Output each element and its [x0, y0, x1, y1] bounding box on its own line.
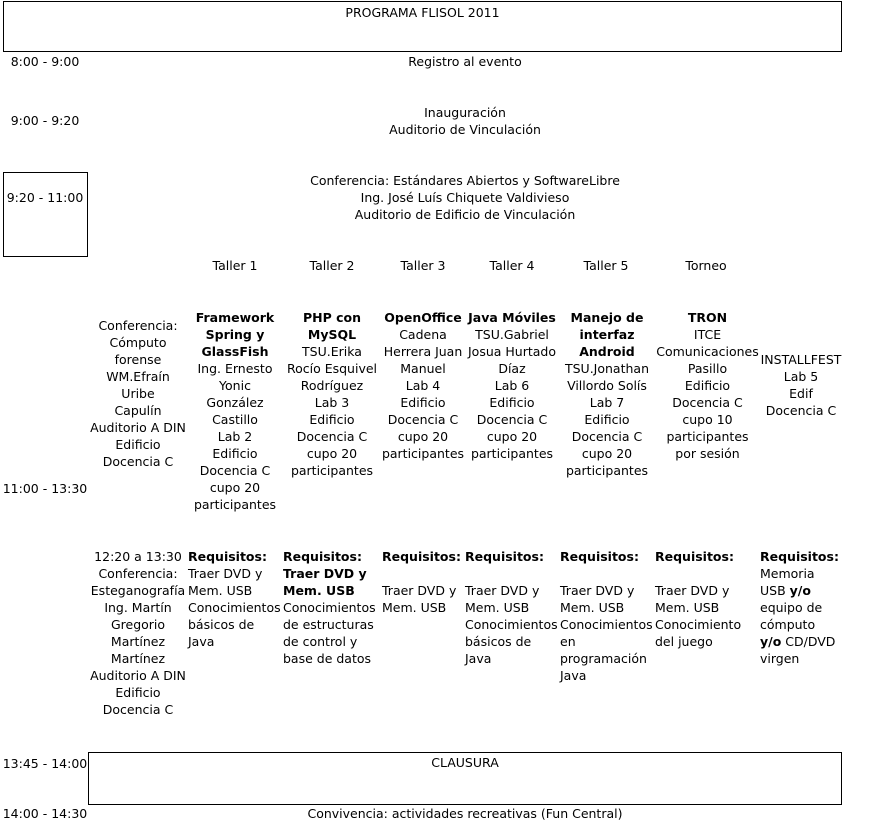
requisitos-taller-5	[560, 548, 655, 684]
workshop-detail-line: Docencia C	[476, 412, 548, 427]
convivencia-text: Convivencia: actividades recreativas (Fun Central)	[307, 806, 623, 821]
requisitos-label: Requisitos:	[283, 549, 362, 564]
header-taller-3: Taller 3	[400, 258, 446, 273]
forense-line: forense	[114, 352, 162, 367]
requisito-line: cómputo	[760, 617, 816, 632]
workshop-detail-line: Edificio	[212, 446, 258, 461]
clausura-box: CLAUSURA	[88, 752, 842, 805]
conferencia-line: Auditorio de Edificio de Vinculación	[354, 207, 576, 222]
workshop-detail-line: por sesión	[675, 446, 740, 461]
workshop-detail-line: cupo 20	[581, 446, 633, 461]
requisito-line: virgen	[760, 651, 800, 666]
forense-line: Edificio	[115, 437, 161, 452]
forense-line: WM.Efraín Uribe	[106, 369, 170, 401]
header-taller-2: Taller 2	[309, 258, 355, 273]
requisito-line: en	[560, 634, 576, 649]
workshop-title-line: MySQL	[307, 327, 357, 342]
requisito-line: Traer DVD y	[655, 583, 730, 598]
requisito-line: Traer DVD y	[465, 583, 540, 598]
time-convivencia: 14:00 - 14:30	[2, 806, 88, 821]
workshop-detail-line: Rodríguez	[300, 378, 364, 393]
workshop-detail-line: participantes	[565, 463, 649, 478]
workshop-detail-line: Cadena	[399, 327, 447, 342]
forense-line: Capulín	[114, 403, 162, 418]
inauguracion-line: Auditorio de Vinculación	[389, 122, 541, 137]
esteg-line: Conferencia:	[98, 566, 178, 581]
program-title: PROGRAMA FLISOL 2011	[3, 1, 842, 52]
requisito-line: Mem. USB	[465, 600, 530, 615]
requisito-line: Conocimientos	[465, 617, 558, 632]
requisito-line: básicos de	[465, 634, 532, 649]
requisito-line: de estructuras	[283, 617, 374, 632]
requisito-line: del juego	[655, 634, 713, 649]
workshop-detail-line: Herrera Juan	[383, 344, 463, 359]
requisito-line: Mem. USB	[382, 600, 447, 615]
requisito-line: Traer DVD y	[560, 583, 635, 598]
workshop-title-line: Android	[579, 344, 635, 359]
workshop-detail-line: Villordo Solís	[567, 378, 647, 393]
forense-line: Auditorio A DIN	[90, 420, 186, 435]
requisito-line: Mem. USB	[655, 600, 720, 615]
workshop-title-line: PHP con	[302, 310, 362, 325]
workshop-detail-line: Docencia C	[571, 429, 643, 444]
time-clausura: 13:45 - 14:00	[2, 756, 88, 771]
workshop-title-line: TRON	[687, 310, 728, 325]
workshop-detail-line: Yonic	[219, 378, 251, 393]
workshop-detail-line: Edificio	[684, 378, 731, 393]
workshop-detail-line: TSU.Jonathan	[564, 361, 649, 376]
forense-line: Cómputo	[109, 335, 167, 350]
workshop-title-line: Manejo de	[570, 310, 644, 325]
requisito-line: de control y	[283, 634, 358, 649]
workshop-detail-line: cupo 20	[209, 480, 261, 495]
requisito-line: Traer DVD y	[283, 566, 367, 581]
requisito-line	[560, 565, 655, 582]
requisito-line: USB y/o	[760, 583, 811, 598]
conferencia-line: Ing. José Luís Chiquete Valdivieso	[360, 190, 570, 205]
workshop-detail-line: Edif	[789, 386, 813, 401]
time-inauguracion: 9:00 - 9:20	[10, 113, 80, 128]
time-conferencia: 9:20 - 11:00	[6, 190, 84, 205]
esteg-line: Esteganografía	[90, 583, 186, 598]
requisitos-taller-1	[188, 548, 283, 650]
requisito-line: Conocimientos	[283, 600, 376, 615]
workshop-framework	[189, 309, 281, 513]
requisitos-label: Requisitos:	[188, 549, 267, 564]
workshop-detail-line: Docencia C	[199, 463, 271, 478]
esteg-line: Auditorio A DIN	[90, 668, 186, 683]
requisitos-label: Requisitos:	[655, 549, 734, 564]
workshop-detail-line: Castillo	[212, 412, 258, 427]
workshop-detail-line: participantes	[290, 463, 374, 478]
requisito-line: Mem. USB	[283, 583, 355, 598]
requisito-line	[655, 565, 760, 582]
requisitos-label: Requisitos:	[560, 549, 639, 564]
workshop-detail-line: cupo 20	[397, 429, 449, 444]
conferencia-text	[88, 172, 842, 223]
workshop-title-line: Java Móviles	[468, 310, 556, 325]
time-talleres: 11:00 - 13:30	[2, 481, 88, 496]
workshop-detail-line: Manuel	[400, 361, 446, 376]
workshop-detail-line: TSU.Erika	[302, 344, 362, 359]
workshop-detail-line: González	[206, 395, 264, 410]
workshop-detail-line: Lab 7	[589, 395, 625, 410]
requisito-line: Java	[465, 651, 492, 666]
workshop-detail-line: Lab 3	[314, 395, 350, 410]
requisitos-taller-2	[283, 548, 380, 667]
requisito-line: Conocimientos	[560, 617, 653, 632]
conferencia-line: Conferencia: Estándares Abiertos y SoftwareLibre	[310, 173, 620, 188]
requisito-line: y/o CD/DVD	[760, 634, 836, 649]
workshop-detail-line: Docencia C	[296, 429, 368, 444]
esteg-line: 12:20 a 13:30	[94, 549, 182, 564]
workshop-detail-line: Edificio	[584, 412, 630, 427]
time-registro: 8:00 - 9:00	[10, 54, 80, 69]
workshop-detail-line: cupo 20	[486, 429, 538, 444]
requisito-line	[382, 565, 466, 582]
workshop-title-line: interfaz	[579, 327, 635, 342]
workshop-detail-line: TSU.Gabriel	[475, 327, 549, 342]
workshop-android	[560, 309, 654, 479]
workshop-installfest	[758, 351, 844, 419]
workshop-php	[284, 309, 380, 479]
workshop-detail-line: Docencia C	[765, 403, 837, 418]
workshop-detail-line: participantes	[381, 446, 465, 461]
requisito-line: Traer DVD y	[382, 583, 457, 598]
workshop-detail-line: ITCE	[693, 327, 722, 342]
workshop-detail-line: participantes	[470, 446, 554, 461]
requisito-line: Mem. USB	[560, 600, 625, 615]
inauguracion-line: Inauguración	[424, 105, 506, 120]
workshop-detail-line: Lab 2	[217, 429, 253, 444]
requisitos-torneo	[655, 548, 760, 650]
header-taller-1: Taller 1	[212, 258, 258, 273]
workshop-openoffice	[380, 309, 466, 462]
workshop-detail-line: participantes	[666, 429, 749, 444]
workshop-detail-line: cupo 20	[306, 446, 358, 461]
requisito-line: básicos de	[188, 617, 255, 632]
requisito-line: equipo de	[760, 600, 823, 615]
forense-line: Docencia C	[102, 454, 174, 469]
conference-esteganografia	[88, 548, 188, 718]
workshop-title-line: OpenOffice	[384, 310, 462, 325]
esteg-line: Ing. Martín	[104, 600, 172, 615]
conference-forense	[88, 317, 188, 470]
workshop-detail-line: Rocío Esquivel	[286, 361, 378, 376]
time-cell-box	[3, 172, 88, 257]
esteg-line: Martínez	[110, 651, 166, 666]
requisito-line: programación	[560, 651, 647, 666]
requisito-line: Java	[560, 668, 587, 683]
workshop-title-line: Framework	[195, 310, 275, 325]
esteg-line: Edificio	[115, 685, 161, 700]
workshop-detail-line: participantes	[193, 497, 277, 512]
requisito-line: Mem. USB	[188, 583, 253, 598]
workshop-detail-line: INSTALLFEST	[760, 352, 842, 367]
inauguracion-text	[88, 104, 842, 138]
workshop-detail-line: Lab 6	[494, 378, 530, 393]
requisitos-label: Requisitos:	[382, 549, 461, 564]
requisito-line: base de datos	[283, 651, 372, 666]
esteg-line: Gregorio	[110, 617, 166, 632]
requisito-line: Traer DVD y	[188, 566, 263, 581]
forense-line: Conferencia:	[98, 318, 178, 333]
requisitos-label: Requisitos:	[760, 549, 839, 564]
workshop-detail-line: Díaz	[498, 361, 526, 376]
workshop-detail-line: Ing. Ernesto	[197, 361, 273, 376]
requisitos-taller-3	[382, 548, 466, 616]
requisitos-installfest	[760, 548, 846, 667]
workshop-detail-line: Lab 5	[783, 369, 819, 384]
workshop-detail-line: Edificio	[489, 395, 535, 410]
requisitos-label: Requisitos:	[465, 549, 544, 564]
workshop-tron	[655, 309, 760, 462]
header-taller-5: Taller 5	[583, 258, 629, 273]
workshop-detail-line: Docencia C	[672, 395, 743, 410]
workshop-title-line: GlassFish	[201, 344, 269, 359]
header-taller-4: Taller 4	[489, 258, 535, 273]
workshop-detail-line: Edificio	[400, 395, 446, 410]
requisito-line: Java	[188, 634, 215, 649]
esteg-line: Martínez	[110, 634, 166, 649]
workshop-detail-line: Docencia C	[387, 412, 459, 427]
workshop-detail-line: cupo 10	[682, 412, 733, 427]
workshop-java-moviles	[465, 309, 559, 462]
requisito-line	[465, 565, 560, 582]
header-torneo: Torneo	[685, 258, 727, 273]
requisito-line: Conocimientos	[188, 600, 281, 615]
workshop-detail-line: Pasillo	[687, 361, 728, 376]
esteg-line: Docencia C	[102, 702, 174, 717]
workshop-detail-line: Lab 4	[405, 378, 441, 393]
workshop-detail-line: Edificio	[309, 412, 355, 427]
requisito-line: Memoria	[760, 566, 815, 581]
workshop-detail-line: Josua Hurtado	[467, 344, 556, 359]
requisitos-taller-4	[465, 548, 560, 667]
requisito-line: Conocimiento	[655, 617, 742, 632]
workshop-title-line: Spring y	[205, 327, 265, 342]
workshop-detail-line: Comunicaciones	[656, 344, 759, 359]
registro-text: Registro al evento	[408, 54, 522, 69]
